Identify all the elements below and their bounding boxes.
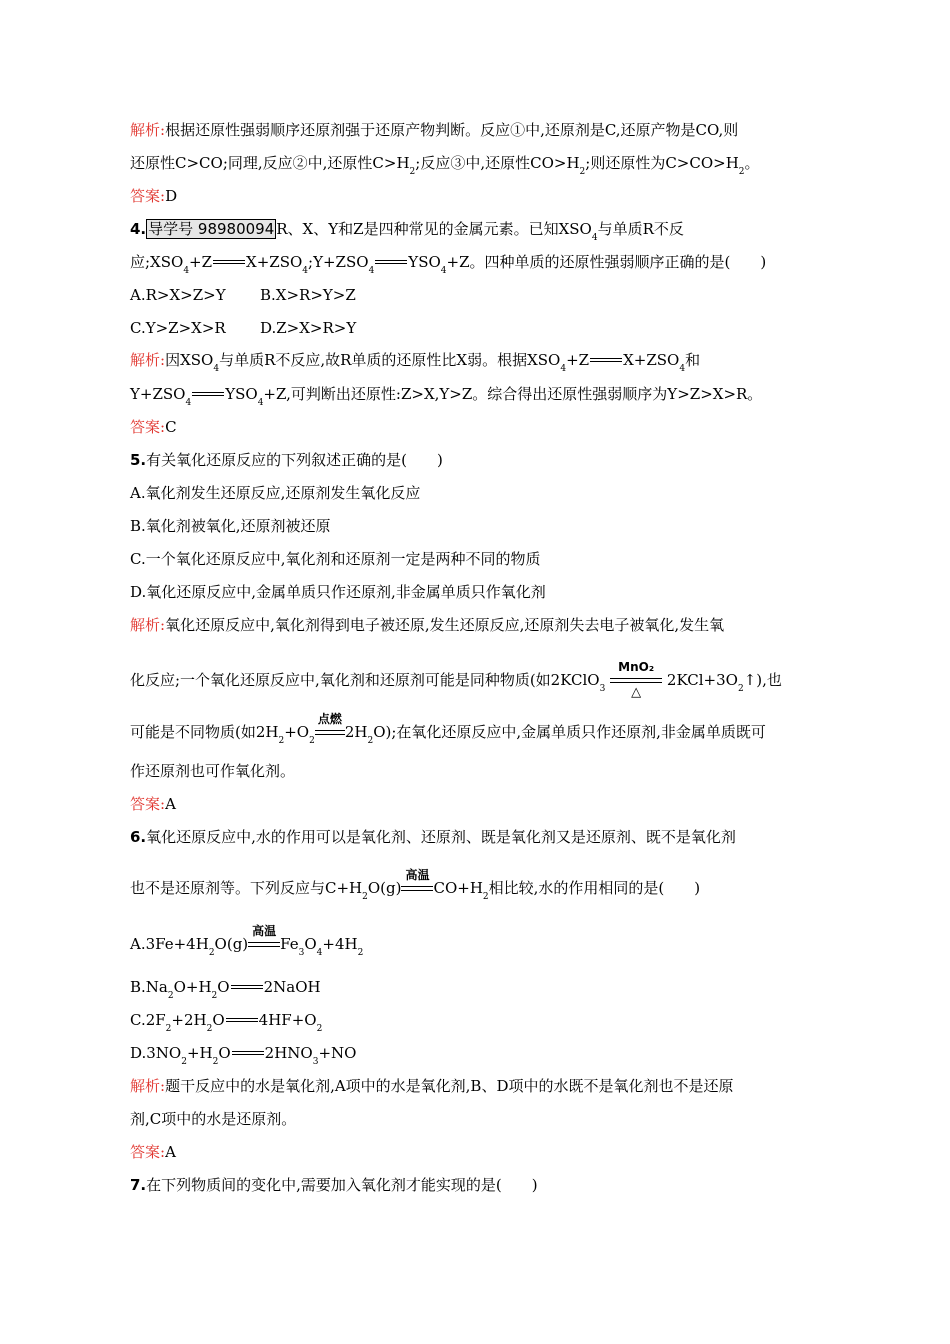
analysis-text: ;反应③中,还原性CO>H (415, 154, 580, 172)
equals-sign (231, 1048, 265, 1060)
equals-sign (191, 389, 225, 401)
option-text: 4HF+O (258, 1011, 317, 1029)
equals-sign (230, 982, 264, 994)
stem-text: 有关氧化还原反应的下列叙述正确的是( ) (146, 451, 443, 469)
q6-stem-line-1 (130, 827, 736, 847)
analysis-text: +Z,可判断出还原性:Z>X,Y>Z。综合得出还原性强弱顺序为Y>Z>X>R。 (263, 385, 763, 403)
q4-stem-line-2 (130, 252, 767, 276)
stem-text: O(g) (367, 879, 402, 897)
analysis-label: 解析: (130, 121, 166, 139)
subscript: 2 (212, 1057, 219, 1067)
analysis-text: O);在氧化还原反应中,金属单质只作还原剂,非金属单质既可 (373, 723, 766, 741)
stem-text: +Z (189, 253, 213, 271)
q6-stem-line-2 (130, 868, 701, 902)
equals-sign (225, 1015, 259, 1027)
subscript: 2 (278, 736, 285, 746)
option-text: O (212, 1011, 225, 1029)
stem-text: 氧化还原反应中,水的作用可以是氧化剂、还原剂、既是氧化剂又是还原剂、既不是氧化剂 (146, 828, 736, 846)
analysis-label: 解析: (130, 351, 166, 369)
subscript: 4 (679, 364, 686, 374)
analysis-text: X+ZSO (623, 351, 680, 369)
option-text: O+H (173, 978, 212, 996)
answer-value: A (165, 795, 176, 813)
analysis-text: +Z (566, 351, 590, 369)
subscript: 2 (309, 736, 315, 746)
subscript: 2 (206, 1024, 213, 1034)
reaction-condition-arrow (610, 660, 662, 700)
stem-text: CO+H (433, 879, 483, 897)
stem-text: 与单质R不反 (597, 220, 684, 238)
option-b[interactable]: B.氧化剂被氧化,还原剂被还原 (130, 517, 331, 535)
analysis-label: 解析: (130, 616, 166, 634)
stem-text: X+ZSO (246, 253, 303, 271)
q4-options-row-1 (130, 285, 356, 305)
answer-label: 答案: (130, 418, 166, 436)
subscript: 3 (312, 1057, 319, 1067)
equals-sign (374, 257, 408, 269)
analysis-text: ;则还原性为C>CO>H (585, 154, 739, 172)
equals-sign (589, 355, 623, 367)
q5-analysis-line-2 (130, 660, 782, 700)
q4-options-row-2 (130, 318, 356, 338)
q5-stem (130, 450, 443, 470)
subscript: 2 (181, 1057, 187, 1067)
option-text: +NO (318, 1044, 357, 1062)
analysis-text: 和 (685, 351, 701, 369)
subscript: 2 (362, 892, 368, 902)
subscript: 2 (482, 892, 489, 902)
option-text: 2HNO (264, 1044, 313, 1062)
subscript: 2 (316, 1024, 323, 1034)
subscript: 4 (213, 364, 220, 374)
option-b[interactable] (130, 977, 321, 1001)
analysis-text: 化反应;一个氧化还原反应中,氧化剂和还原剂可能是同种物质(如2KClO (130, 671, 600, 689)
q6-answer (130, 1142, 176, 1162)
subscript: 4 (560, 364, 567, 374)
q6-analysis-line-2: 剂,C项中的水是还原剂。 (130, 1110, 297, 1128)
q3-analysis-line-1 (130, 120, 738, 140)
option-c[interactable] (130, 1010, 323, 1034)
q3-answer (130, 186, 177, 206)
analysis-text: 根据还原性强弱顺序还原剂强于还原产物判断。反应①中,还原剂是C,还原产物是CO,则 (165, 121, 739, 139)
analysis-text: 可能是不同物质(如2H (130, 723, 279, 741)
subscript: 2 (165, 1024, 172, 1034)
double-bar (315, 730, 345, 735)
guide-number-badge[interactable]: 导学号 98980094 (148, 220, 275, 238)
heat-symbol: △ (631, 685, 642, 700)
analysis-text: 。 (744, 154, 760, 172)
subscript: 4 (183, 266, 190, 276)
subscript: 4 (257, 398, 264, 408)
question-number: 7. (130, 1176, 147, 1194)
subscript: 4 (440, 266, 447, 276)
option-d[interactable] (130, 1043, 357, 1067)
option-c[interactable]: C.一个氧化还原反应中,氧化剂和还原剂一定是两种不同的物质 (130, 550, 541, 568)
subscript: 4 (185, 398, 192, 408)
double-bar (248, 942, 280, 947)
subscript: 4 (316, 948, 323, 958)
option-a[interactable] (130, 924, 364, 958)
q7-stem (130, 1175, 538, 1195)
stem-text: 应;XSO (130, 253, 184, 271)
stem-text: 在下列物质间的变化中,需要加入氧化剂才能实现的是( ) (146, 1176, 538, 1194)
analysis-label: 解析: (130, 1077, 166, 1095)
analysis-text: Y+ZSO (130, 385, 186, 403)
option-text: O (304, 935, 317, 953)
catalyst-label: MnO₂ (618, 660, 655, 674)
option-text: Fe (280, 935, 299, 953)
subscript: 2 (208, 948, 215, 958)
stem-text: YSO (408, 253, 441, 271)
q4-analysis-line-2 (130, 384, 763, 408)
answer-label: 答案: (130, 795, 166, 813)
analysis-text: 2H (344, 723, 368, 741)
q3-analysis-line-2 (130, 153, 760, 177)
q5-analysis-line-4: 作还原剂也可作氧化剂。 (130, 762, 296, 780)
stem-text: 相比较,水的作用相同的是( ) (488, 879, 701, 897)
answer-label: 答案: (130, 187, 166, 205)
reaction-condition-arrow (401, 868, 433, 895)
subscript: 2 (737, 684, 744, 694)
stem-text: ;Y+ZSO (308, 253, 369, 271)
option-d[interactable]: D.Z>X>R>Y (260, 319, 357, 337)
option-text: O (217, 978, 230, 996)
option-a[interactable]: A.R>X>Z>Y (130, 286, 226, 304)
subscript: 3 (599, 684, 606, 694)
subscript: 2 (367, 736, 374, 746)
q5-answer (130, 794, 176, 814)
option-b[interactable]: B.X>R>Y>Z (260, 286, 356, 304)
option-text: +H (186, 1044, 213, 1062)
option-text: 2NaOH (263, 978, 321, 996)
subscript: 2 (738, 167, 745, 177)
q4-analysis-line-1 (130, 350, 701, 374)
q6-analysis-line-1 (130, 1076, 733, 1096)
subscript: 4 (591, 233, 598, 243)
subscript: 4 (368, 266, 375, 276)
question-number: 6. (130, 828, 147, 846)
analysis-text: ↑),也 (743, 671, 782, 689)
option-text: O (218, 1044, 231, 1062)
question-number: 5. (130, 451, 147, 469)
subscript: 2 (167, 991, 174, 1001)
analysis-text: +O (284, 723, 310, 741)
option-d[interactable]: D.氧化还原反应中,金属单质只作还原剂,非金属单质只作氧化剂 (130, 583, 546, 601)
option-text: O(g) (214, 935, 249, 953)
subscript: 2 (211, 991, 218, 1001)
q4-answer (130, 417, 177, 437)
high-temp-label: 高温 (405, 868, 430, 882)
option-text: D.3NO (130, 1044, 182, 1062)
option-c[interactable]: C.Y>Z>X>R (130, 319, 226, 337)
subscript: 2 (357, 948, 364, 958)
stem-text: +Z。四种单质的还原性强弱顺序正确的是( ) (446, 253, 767, 271)
option-text: +4H (322, 935, 358, 953)
analysis-text: YSO (225, 385, 258, 403)
equals-sign (212, 257, 246, 269)
subscript: 2 (409, 167, 416, 177)
analysis-text: 因XSO (165, 351, 214, 369)
q5-analysis-line-1 (130, 615, 724, 635)
subscript: 2 (579, 167, 586, 177)
option-a[interactable]: A.氧化剂发生还原反应,还原剂发生氧化反应 (130, 484, 421, 502)
answer-value: A (165, 1143, 176, 1161)
q4-stem-line-1 (130, 219, 684, 243)
answer-value: C (165, 418, 177, 436)
option-text: B.Na (130, 978, 168, 996)
q5-analysis-line-3 (130, 712, 766, 746)
question-number: 4. (130, 220, 147, 238)
subscript: 3 (298, 948, 305, 958)
stem-text: R、X、Y和Z是四种常见的金属元素。已知XSO (276, 220, 592, 238)
option-text: C.2F (130, 1011, 166, 1029)
answer-value: D (165, 187, 178, 205)
stem-text: 也不是还原剂等。下列反应与C+H (130, 879, 363, 897)
answer-label: 答案: (130, 1143, 166, 1161)
option-text: +2H (171, 1011, 207, 1029)
double-bar (401, 886, 433, 891)
analysis-text: 氧化还原反应中,氧化剂得到电子被还原,发生还原反应,还原剂失去电子被氧化,发生氧 (165, 616, 725, 634)
ignition-label: 点燃 (317, 712, 342, 726)
high-temp-label: 高温 (252, 924, 277, 938)
analysis-text: 题干反应中的水是氧化剂,A项中的水是氧化剂,B、D项中的水既不是氧化剂也不是还原 (165, 1077, 734, 1095)
analysis-text: 与单质R不反应,故R单质的还原性比X弱。根据XSO (219, 351, 561, 369)
reaction-condition-arrow (248, 924, 280, 951)
option-text: A.3Fe+4H (130, 935, 209, 953)
analysis-text: 还原性C>CO;同理,反应②中,还原性C>H (130, 154, 410, 172)
analysis-text: 2KCl+3O (666, 671, 738, 689)
reaction-condition-arrow (315, 712, 345, 739)
subscript: 4 (302, 266, 309, 276)
